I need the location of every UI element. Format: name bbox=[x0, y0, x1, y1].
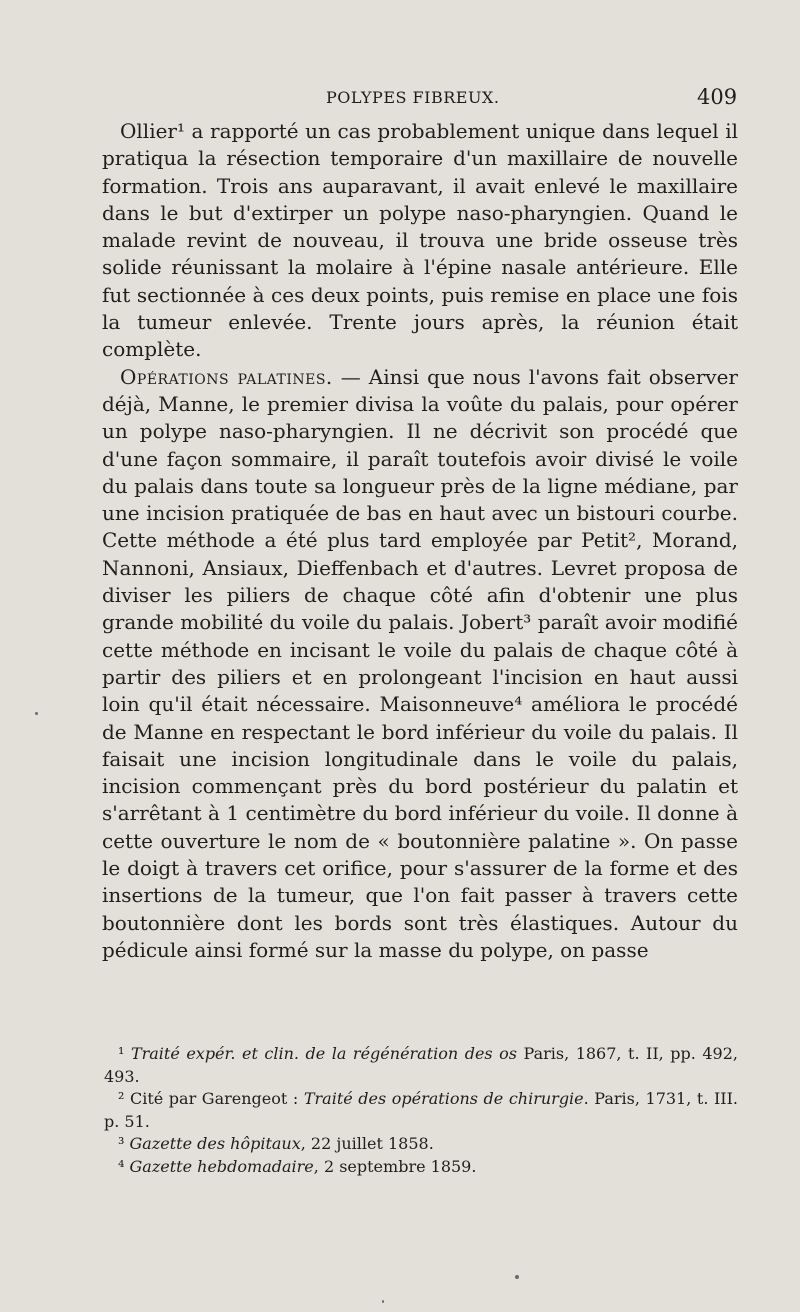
page-number: 409 bbox=[697, 85, 738, 109]
footnotes bbox=[104, 1043, 738, 1178]
footnote-text: Paris, 1867, t. II, pp. 492, 493. bbox=[104, 1044, 738, 1086]
footnote-text: . Paris, 1731, t. III. p. 51. bbox=[104, 1089, 739, 1131]
footnote-1 bbox=[104, 1043, 738, 1088]
footnote-text: Cité par Garengeot : bbox=[124, 1089, 304, 1108]
paragraph-text: — Ainsi que nous l'avons fait observer déjà, Manne, le premier divisa la voûte du palais, pour opérer un polype naso-pharyngien. Il ne décrivit son procédé que d'une façon sommaire, il paraît toutefois avoir divisé le voile du palais dans toute sa longueur près de la ligne médiane, par une incision pratiquée de bas en haut avec un bistouri courbe. Cette méthode a été plus tard employée par Petit², Morand, Nannoni, Ansiaux, Dieffenbach et d'autres. Levret proposa de diviser les piliers de chaque côté afin d'obtenir une plus grande mobilité du voile du palais. Jobert³ paraît avoir modifié cette méthode en incisant le voile du palais de chaque côté à partir des piliers et en prolongeant l'incision en haut aussi loin qu'il était nécessaire. Maisonneuve⁴ améliora le procédé de Manne en respectant le bord inférieur du voile du palais. Il faisait une incision longitudinale dans le voile du palais, incision commençant près du bord postérieur du palatin et s'arrêtant à 1 centimètre du bord inférieur du voile. Il donne à cette ouverture le nom de « boutonnière palatine ». On passe le doigt à travers cet orifice, pour s'assurer de la forme et des insertions de la tumeur, que l'on fait passer à travers cette boutonnière dont les bords sont très élastiques. Autour du pédicule ainsi formé sur la masse du polype, on passe bbox=[102, 364, 738, 962]
main-text bbox=[102, 118, 738, 964]
footnote-mark: ² bbox=[118, 1089, 125, 1108]
running-header bbox=[0, 85, 800, 114]
paragraph-operations-palatines bbox=[102, 364, 738, 965]
footnote-text: , 22 juillet 1858. bbox=[300, 1134, 434, 1153]
running-title: POLYPES FIBREUX. bbox=[326, 88, 500, 107]
paper-speck bbox=[515, 1275, 519, 1279]
footnote-2 bbox=[104, 1088, 738, 1133]
footnote-mark: ⁴ bbox=[118, 1156, 125, 1176]
footnote-title: Gazette hebdomadaire bbox=[129, 1156, 314, 1176]
footnote-title: Traité expér. et clin. de la régénération des os bbox=[130, 1044, 518, 1063]
paper-speck bbox=[382, 1300, 384, 1303]
paper-speck bbox=[35, 712, 38, 715]
footnote-mark: ³ bbox=[118, 1134, 125, 1153]
paragraph-ollier: Ollier¹ a rapporté un cas probablement unique dans lequel il pratiqua la résection temporaire d'un maxillaire de nouvelle formation. Trois ans auparavant, il avait enlevé le maxillaire dans le but d'extirper un polype naso-pharyngien. Quand le malade revint de nouveau, il trouva une bride osseuse très solide réunissant la molaire à l'épine nasale antérieure. Elle fut sectionnée à ces deux points, puis remise en place une fois la tumeur enlevée. Trente jours après, la réunion était complète. bbox=[102, 119, 738, 362]
footnote-4 bbox=[104, 1156, 738, 1179]
footnote-title: Gazette des hôpitaux bbox=[129, 1134, 301, 1153]
footnote-title: Traité des opérations de chirurgie bbox=[303, 1089, 584, 1108]
footnote-3 bbox=[104, 1133, 738, 1156]
footnote-mark: ¹ bbox=[118, 1044, 125, 1063]
footnote-text: , 2 septembre 1859. bbox=[313, 1156, 477, 1176]
section-heading: Opérations palatines. bbox=[120, 364, 333, 389]
